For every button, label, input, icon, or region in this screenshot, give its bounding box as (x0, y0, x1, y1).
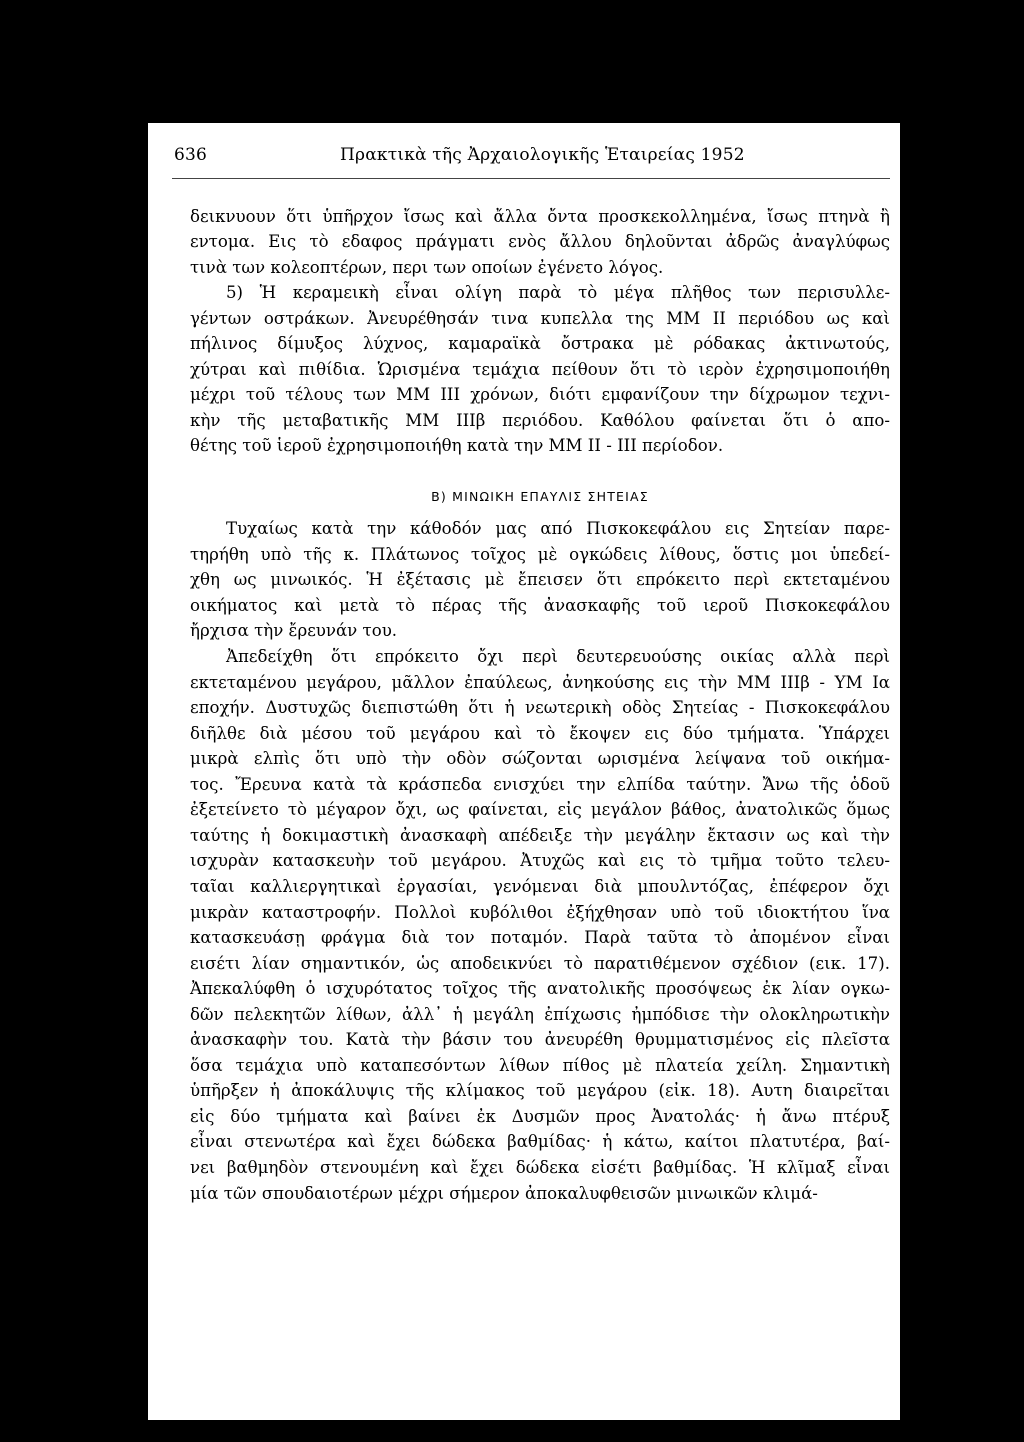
running-header (152, 145, 892, 175)
text-line: ταύτης ἡ δοκιμαστικὴ ἀνασκαφὴ απέδειξε τὴν μεγάλην ἔκτασιν ως καὶ τὴν (190, 825, 890, 845)
text-line: οικήματος καὶ μετὰ τὸ πέρας τῆς ἀνασκαφῆς τοῦ ιεροῦ Πισκοκεφάλου (190, 595, 890, 615)
text-line: θέτης τοῦ ἱεροῦ ἐχρησιμοποιήθη κατὰ την ΜΜ ΙΙ - ΙΙΙ περίοδον. (190, 436, 724, 455)
text-line: μέχρι τοῦ τέλους των ΜΜ ΙΙΙ χρόνων, διότι εμφανίζουν την δίχρωμον τεχνι- (190, 385, 890, 404)
text-line: νει βαθμηδὸν στενουμένη καὶ ἔχει δώδεκα εἰσέτι βαθμίδας. Ἡ κλῖμαξ εἶναι (190, 1158, 890, 1177)
text-line: Ἀπεδείχθη ὅτι επρόκειτο ὄχι περὶ δευτερευούσης οικίας αλλὰ περὶ (226, 647, 890, 666)
text-line: μικρὰν καταστροφήν. Πολλοὶ κυβόλιθοι ἐξήχθησαν υπὸ τοῦ ιδιοκτήτου ἵνα (190, 902, 890, 922)
text-line: εκτεταμένου μεγάρου, μᾶλλον ἐπαύλεως, ἀνηκούσης εις τὴν ΜΜ ΙΙΙβ - ΥΜ Ια (190, 672, 890, 692)
text-line: ἐξετείνετο τὸ μέγαρον ὄχι, ως φαίνεται, εἰς μεγάλον βάθος, ἀνατολικῶς ὅμως (190, 800, 890, 820)
text-line: εντομα. Εις τὸ εδαφος πράγματι ενὸς ἄλλου δηλοῦνται ἀδρῶς ἀναγλύφως (190, 232, 890, 252)
header-rule (172, 178, 890, 179)
text-line: εἶναι στενωτέρα καὶ ἔχει δώδεκα βαθμίδας· ἡ κάτω, καίτοι πλατυτέρα, βαί- (190, 1132, 890, 1152)
text-line: ὑπῆρξεν ἡ ἀποκάλυψις τῆς κλίμακος τοῦ μεγάρου (εἰκ. 18). Αυτη διαιρεῖται (190, 1081, 890, 1101)
text-line: ταῖαι καλλιεργητικαὶ ἐργασίαι, γενόμεναι διὰ μπουλντόζας, ἐπέφερον ὄχι (190, 876, 890, 896)
text-line: γέντων οστράκων. Ἀνευρέθησάν τινα κυπελλα της ΜΜ ΙΙ περιόδου ως καὶ (190, 308, 890, 328)
text-line: μία τῶν σπουδαιοτέρων μέχρι σήμερον ἀποκαλυφθεισῶν μινωικῶν κλιμά- (190, 1183, 818, 1203)
text-line: δεικνυουν ὅτι ὑπῆρχον ἴσως καὶ ἄλλα ὄντα προσκεκολλημένα, ἴσως πτηνὰ ἢ (190, 207, 890, 226)
text-line: διῆλθε διὰ μέσου τοῦ μεγάρου καὶ τὸ ἔκοψεν εις δύο τμήματα. Ὑπάρχει (190, 723, 890, 743)
text-line: μικρὰ ελπὶς ὅτι υπὸ τὴν οδὸν σώζονται ωρισμένα λείψανα τοῦ οικήμα- (190, 749, 890, 769)
text-line: εισέτι λίαν σημαντικόν, ὡς αποδεικνύει τὸ παρατιθέμενον σχέδιον (εικ. 17). (190, 953, 890, 973)
text-line: τος. Ἔρευνα κατὰ τὰ κράσπεδα ενισχύει την ελπίδα ταύτην. Ἄνω τῆς ὁδοῦ (190, 774, 890, 794)
section-heading: Β) ΜΙΝΩΙΚΗ ΕΠΑΥΛΙΣ ΣΗΤΕΙΑΣ (431, 489, 649, 504)
text-line: δῶν πελεκητῶν λίθων, ἀλλ᾽ ἡ μεγάλη ἐπίχωσις ἠμπόδισε τὴν ολοκληρωτικὴν (190, 1004, 890, 1024)
text-line: ἤρχισα τὴν ἔρευνάν του. (190, 621, 398, 640)
text-line: ἀνασκαφὴν του. Κατὰ τὴν βάσιν του ἀνευρέθη θρυμματισμένος εἰς πλεῖστα (190, 1030, 890, 1050)
text-line: Ἀπεκαλύφθη ὁ ισχυρότατος τοῖχος τῆς ανατολικῆς προσόψεως ἐκ λίαν ογκω- (190, 979, 890, 999)
text-line: Τυχαίως κατὰ την κάθοδόν μας από Πισκοκεφάλου εις Σητείαν παρε- (226, 519, 890, 538)
text-line: 5) Ἡ κεραμεικὴ εἶναι ολίγη παρὰ τὸ μέγα πλῆθος των περισυλλε- (226, 283, 890, 302)
text-line: εἰς δύο τμήματα καὶ βαίνει ἐκ Δυσμῶν προς Ἀνατολάς· ἡ ἄνω πτέρυξ (190, 1106, 890, 1126)
text-line: τινὰ των κολεοπτέρων, περι των οποίων ἐγένετο λόγος. (190, 257, 664, 277)
text-line: κατασκευάσῃ φράγμα διὰ τον ποταμόν. Παρὰ ταῦτα τὸ ἀπομένον εἶναι (190, 928, 890, 948)
text-line: κὴν τῆς μεταβατικῆς ΜΜ ΙΙΙβ περιόδου. Καθόλου φαίνεται ὅτι ὁ απο- (190, 410, 890, 430)
page-number: 636 (174, 145, 208, 165)
text-line: χύτραι καὶ πιθίδια. Ὡρισμένα τεμάχια πείθουν ὅτι τὸ ιερὸν ἐχρησιμοποιήθη (190, 359, 890, 379)
text-line: εποχήν. Δυστυχῶς διεπιστώθη ὅτι ἡ νεωτερικὴ οδὸς Σητείας - Πισκοκεφάλου (190, 698, 890, 718)
text-line: πήλινος δίμυξος λύχνος, καμαραϊκὰ ὄστρακα μὲ ρόδακας ἀκτινωτούς, (190, 334, 890, 353)
text-line: τηρήθη υπὸ τῆς κ. Πλάτωνος τοῖχος μὲ ογκώδεις λίθους, ὅστις μοι ὑπεδεί- (190, 544, 890, 564)
running-title: Πρακτικὰ τῆς Ἀρχαιολογικῆς Ἑταιρείας 1952 (340, 145, 745, 165)
text-line: ισχυρὰν κατασκευὴν τοῦ μεγάρου. Ἀτυχῶς καὶ εις τὸ τμῆμα τοῦτο τελευ- (190, 851, 890, 871)
text-line: χθη ως μινωικός. Ἡ ἐξέτασις μὲ ἔπεισεν ὅτι επρόκειτο περὶ εκτεταμένου (190, 570, 890, 589)
text-line: ὅσα τεμάχια υπὸ καταπεσόντων λίθων πίθος μὲ πλατεία χείλη. Σημαντικὴ (190, 1055, 890, 1075)
